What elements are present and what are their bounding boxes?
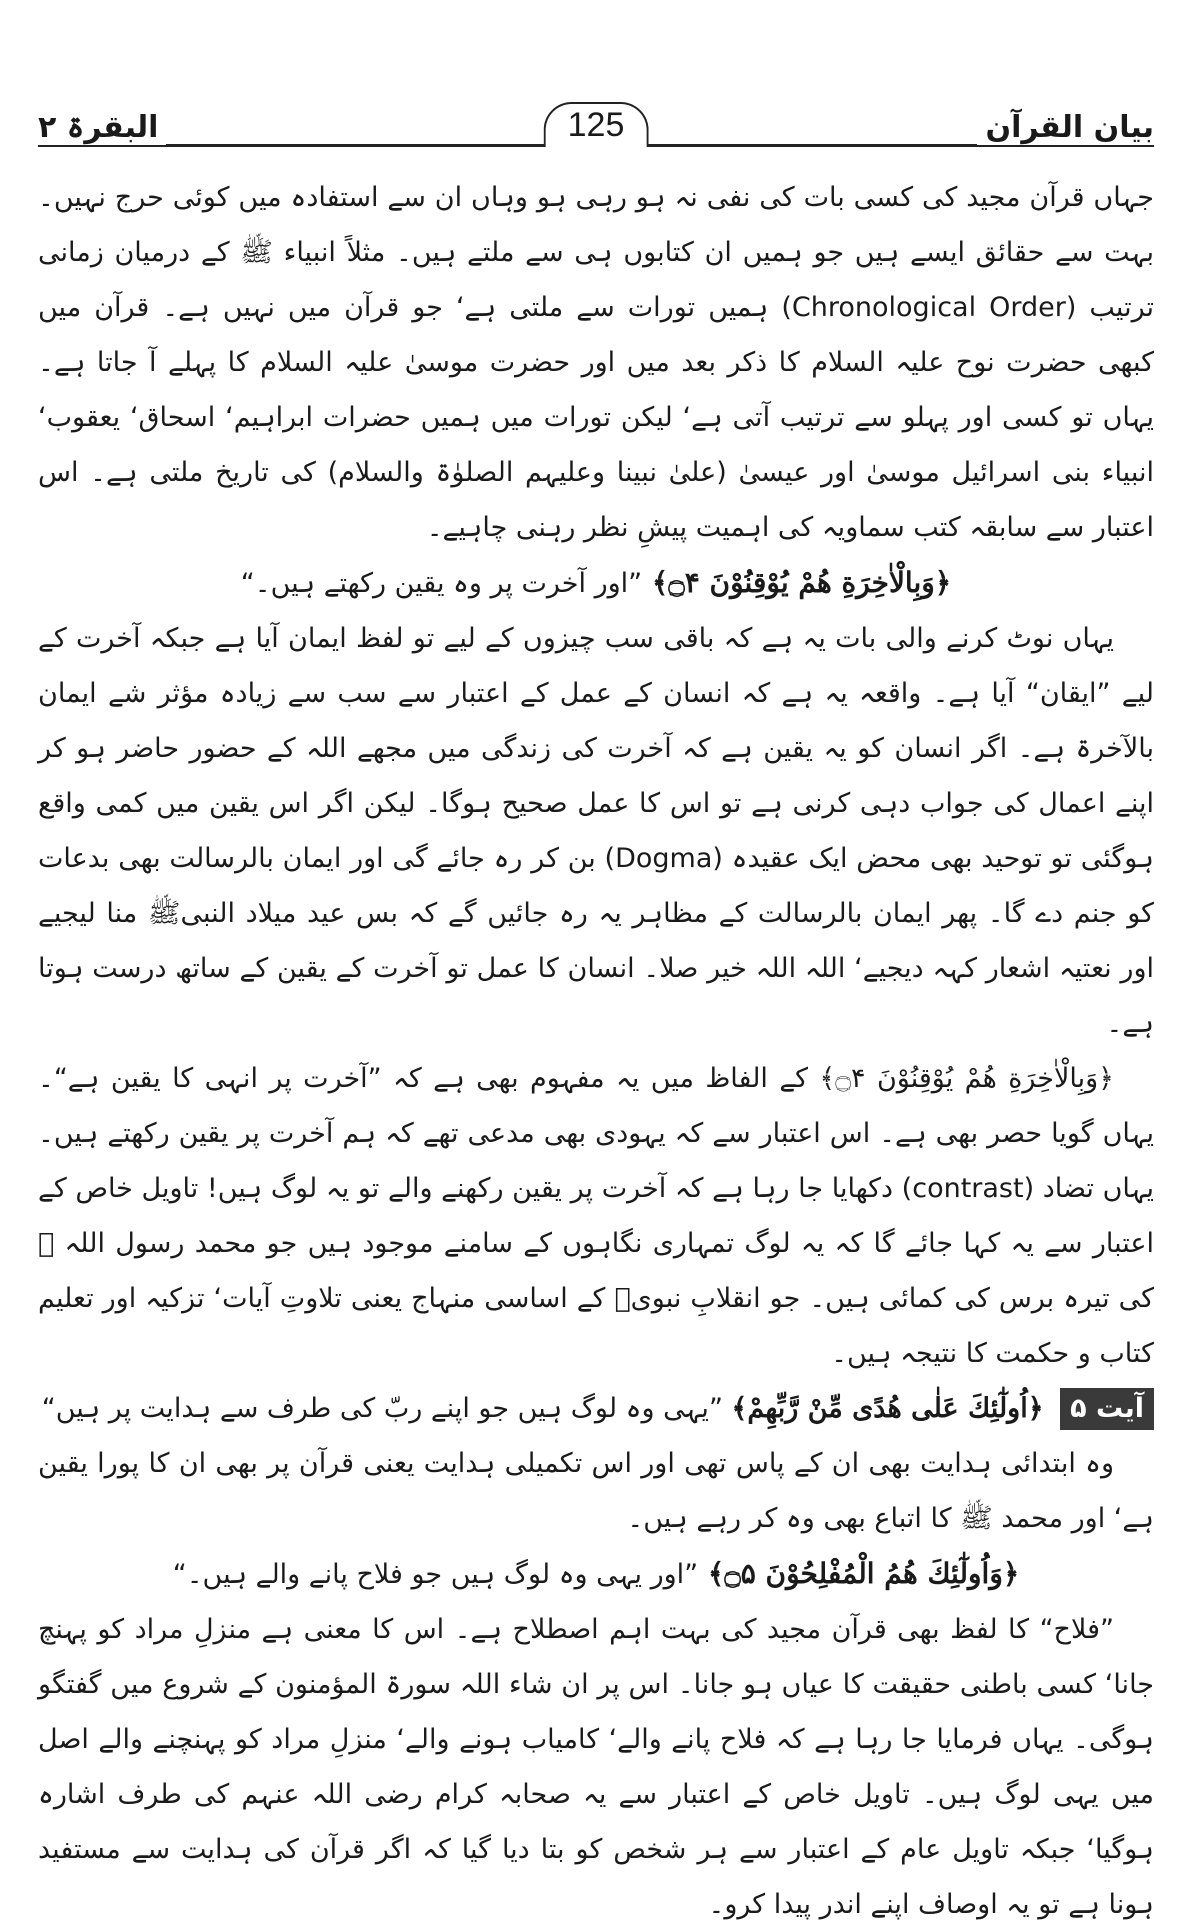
verse-translation: ”اور آخرت پر وہ یقین رکھتے ہیں۔“ xyxy=(240,568,643,599)
paragraph: ﴿وَبِالْاٰخِرَةِ هُمْ يُوْقِنُوْنَ ۝۴﴾ کے الفاظ میں یہ مفہوم بھی ہے کہ ”آخرت پر انہی کا یقین ہے“۔ یہاں گویا حصر بھی ہے۔ اس اعتبار سے کہ یہودی بھی مدعی تھے کہ ہم آخرت پر یقین رکھتے ہیں۔ یہاں تضاد (contrast) دکھایا جا رہا ہے کہ آخرت پر یقین رکھنے والے تو یہ لوگ ہیں! تاویل خاص کے اعتبار سے یہ کہا جائے گا کہ یہ لوگ تمہاری نگاہوں کے سامنے موجود ہیں جو محمد رسول اللہ ﷺ کی تیرہ برس کی کمائی ہیں۔ جو انقلابِ نبویؐ کے اساسی منہاج یعنی تلاوتِ آیات‘ تزکیہ اور تعلیم کتاب و حکمت کا نتیجہ ہیں۔ xyxy=(38,1063,1154,1369)
verse-arabic: ﴿اُولٰٓئِكَ عَلٰی هُدًی مِّنْ رَّبِّهِمْ﴾ xyxy=(731,1393,1044,1424)
paragraph: وہ ابتدائی ہدایت بھی ان کے پاس تھی اور اس تکمیلی ہدایت یعنی قرآن پر بھی ان کا پورا یقین ہے‘ اور محمد ﷺ کا اتباع بھی وہ کر رہے ہیں۔ xyxy=(38,1448,1154,1534)
page-header xyxy=(38,106,1154,150)
surah-title: البقرۃ ۲ xyxy=(38,110,166,145)
ayat-number-badge: آیت ۵ xyxy=(1060,1388,1154,1430)
quran-verse xyxy=(38,1546,1154,1602)
verse-translation: ”اور یہی وہ لوگ ہیں جو فلاح پانے والے ہیں۔“ xyxy=(172,1559,699,1590)
page-number: 125 xyxy=(544,102,649,147)
book-title: بیان القرآن xyxy=(977,110,1154,145)
quran-verse xyxy=(38,555,1154,611)
paragraph: ”فلاح“ کا لفظ بھی قرآن مجید کی بہت اہم اصطلاح ہے۔ اس کا معنی ہے منزلِ مراد کو پہنچ جانا‘ کسی باطنی حقیقت کا عیاں ہو جانا۔ اس پر ان شاء اللہ سورۃ المؤمنون کے شروع میں گفتگو ہوگی۔ یہاں فرمایا جا رہا ہے کہ فلاح پانے والے‘ کامیاب ہونے والے‘ منزلِ مراد کو پہنچنے والے اصل میں یہی لوگ ہیں۔ تاویل خاص کے اعتبار سے یہ صحابہ کرام رضی اللہ عنہم کی طرف اشارہ ہوگیا‘ جبکہ تاویل عام کے اعتبار سے ہر شخص کو بتا دیا گیا کہ اگر قرآن کی ہدایت سے مستفید ہونا ہے تو یہ اوصاف اپنے اندر پیدا کرو۔ xyxy=(38,1614,1154,1920)
verse-translation: ”یہی وہ لوگ ہیں جو اپنے ربّ کی طرف سے ہدایت پر ہیں“ xyxy=(41,1393,723,1424)
verse-arabic: ﴿وَاُولٰٓئِكَ هُمُ الْمُفْلِحُوْنَ ۝۵﴾ xyxy=(707,1557,1020,1590)
verse-arabic: ﴿وَبِالْاٰخِرَةِ هُمْ يُوْقِنُوْنَ ۝۴﴾ xyxy=(651,566,952,599)
page-content xyxy=(38,170,1154,1932)
paragraph: یہاں نوٹ کرنے والی بات یہ ہے کہ باقی سب چیزوں کے لیے تو لفظ ایمان آیا ہے جبکہ آخرت کے لیے ”ایقان“ آیا ہے۔ واقعہ یہ ہے کہ انسان کے عمل کے اعتبار سے سب سے زیادہ مؤثر شے ایمان بالآخرۃ ہے۔ اگر انسان کو یہ یقین ہے کہ آخرت کی زندگی میں مجھے اللہ کے حضور حاضر ہو کر اپنے اعمال کی جواب دہی کرنی ہے تو اس کا عمل صحیح ہوگا۔ لیکن اگر اس یقین میں کمی واقع ہوگئی تو توحید بھی محض ایک عقیدہ (Dogma) بن کر رہ جائے گی اور ایمان بالرسالت بھی بدعات کو جنم دے گا۔ پھر ایمان بالرسالت کے مظاہر یہ رہ جائیں گے کہ بس عید میلاد النبیﷺ منا لیجیے اور نعتیہ اشعار کہہ دیجیے‘ اللہ اللہ خیر صلا۔ انسان کا عمل تو آخرت کے یقین کے ساتھ درست ہوتا ہے۔ xyxy=(38,623,1154,1039)
ayat-heading xyxy=(38,1381,1154,1436)
paragraph: جہاں قرآن مجید کی کسی بات کی نفی نہ ہو رہی ہو وہاں ان سے استفادہ میں کوئی حرج نہیں۔ بہت سے حقائق ایسے ہیں جو ہمیں ان کتابوں ہی سے ملتے ہیں۔ مثلاً انبیاء ﷺ کے درمیان زمانی ترتیب (Chronological Order) ہمیں تورات سے ملتی ہے‘ جو قرآن میں نہیں ہے۔ قرآن میں کبھی حضرت نوح علیہ السلام کا ذکر بعد میں اور حضرت موسیٰ علیہ السلام کا پہلے آ جاتا ہے۔ یہاں تو کسی اور پہلو سے ترتیب آتی ہے‘ لیکن تورات میں ہمیں حضرات ابراہیم‘ اسحاق‘ یعقوب‘ انبیاء بنی اسرائیل موسیٰ اور عیسیٰ (علیٰ نبینا وعلیہم الصلوٰۃ والسلام) کی تاریخ ملتی ہے۔ اس اعتبار سے سابقہ کتب سماویہ کی اہمیت پیشِ نظر رہنی چاہیے۔ xyxy=(38,182,1154,543)
